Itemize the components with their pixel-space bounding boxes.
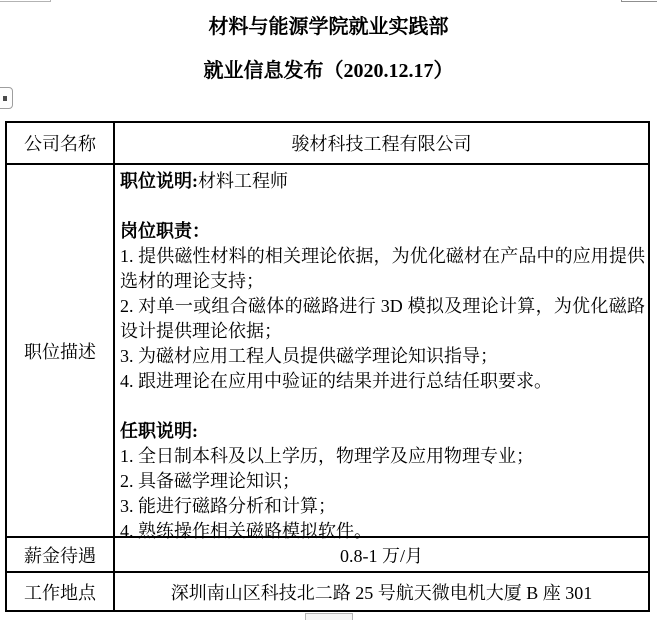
page-subtitle: 就业信息发布（2020.12.17） (203, 60, 454, 82)
position-description-value (115, 165, 648, 541)
section-0-item-0: 1. 提供磁性材料的相关理论依据，为优化磁材在产品中的应用提供选材的理论支持； (120, 246, 645, 291)
work-location-value: 深圳南山区科技北二路 25 号航天微电机大厦 B 座 301 (170, 582, 593, 603)
job-info-table (5, 121, 650, 612)
section-1-item-3: 4. 熟练操作相关磁路模拟软件。 (120, 521, 372, 541)
table-row-salary (7, 538, 648, 573)
position-description-label: 职位描述 (7, 165, 115, 536)
section-0-item-2: 3. 为磁材应用工程人员提供磁学理论知识指导； (120, 346, 498, 366)
table-row-company (7, 123, 648, 165)
page-title: 材料与能源学院就业实践部 (208, 16, 449, 38)
table-row-position-description (7, 165, 648, 541)
table-row-work-location (7, 573, 648, 610)
table-move-handle[interactable] (0, 87, 13, 109)
section-1-item-1: 2. 具备磁学理论知识； (120, 471, 300, 491)
clipped-box-fragment-top-right (621, 0, 657, 2)
salary-label: 薪金待遇 (7, 538, 115, 571)
clipped-ui-fragment-bottom (305, 613, 353, 620)
work-location-label: 工作地点 (7, 573, 115, 610)
position-intro-value: 材料工程师 (198, 171, 288, 191)
company-name-label: 公司名称 (7, 123, 115, 163)
clipped-box-fragment-top-left (0, 0, 51, 2)
company-name-value: 骏材科技工程有限公司 (291, 134, 472, 154)
blank-line (120, 394, 645, 419)
section-1-item-2: 3. 能进行磁路分析和计算； (120, 496, 336, 516)
section-0-item-1: 2. 对单一或组合磁体的磁路进行 3D 模拟及理论计算，为优化磁路设计提供理论依据； (120, 296, 645, 341)
position-intro-line (120, 169, 645, 194)
position-intro-label: 职位说明: (120, 171, 198, 191)
table-handle-glyph-icon (3, 96, 7, 101)
section-1-item-0: 1. 全日制本科及以上学历，物理学及应用物理专业； (120, 446, 534, 466)
salary-value: 0.8-1 万/月 (340, 545, 423, 566)
section-0-item-3: 4. 跟进理论在应用中验证的结果并进行总结任职要求。 (120, 371, 552, 391)
section-heading-1: 任职说明: (120, 421, 198, 441)
blank-line (120, 194, 645, 219)
section-heading-0: 岗位职责： (120, 221, 210, 241)
